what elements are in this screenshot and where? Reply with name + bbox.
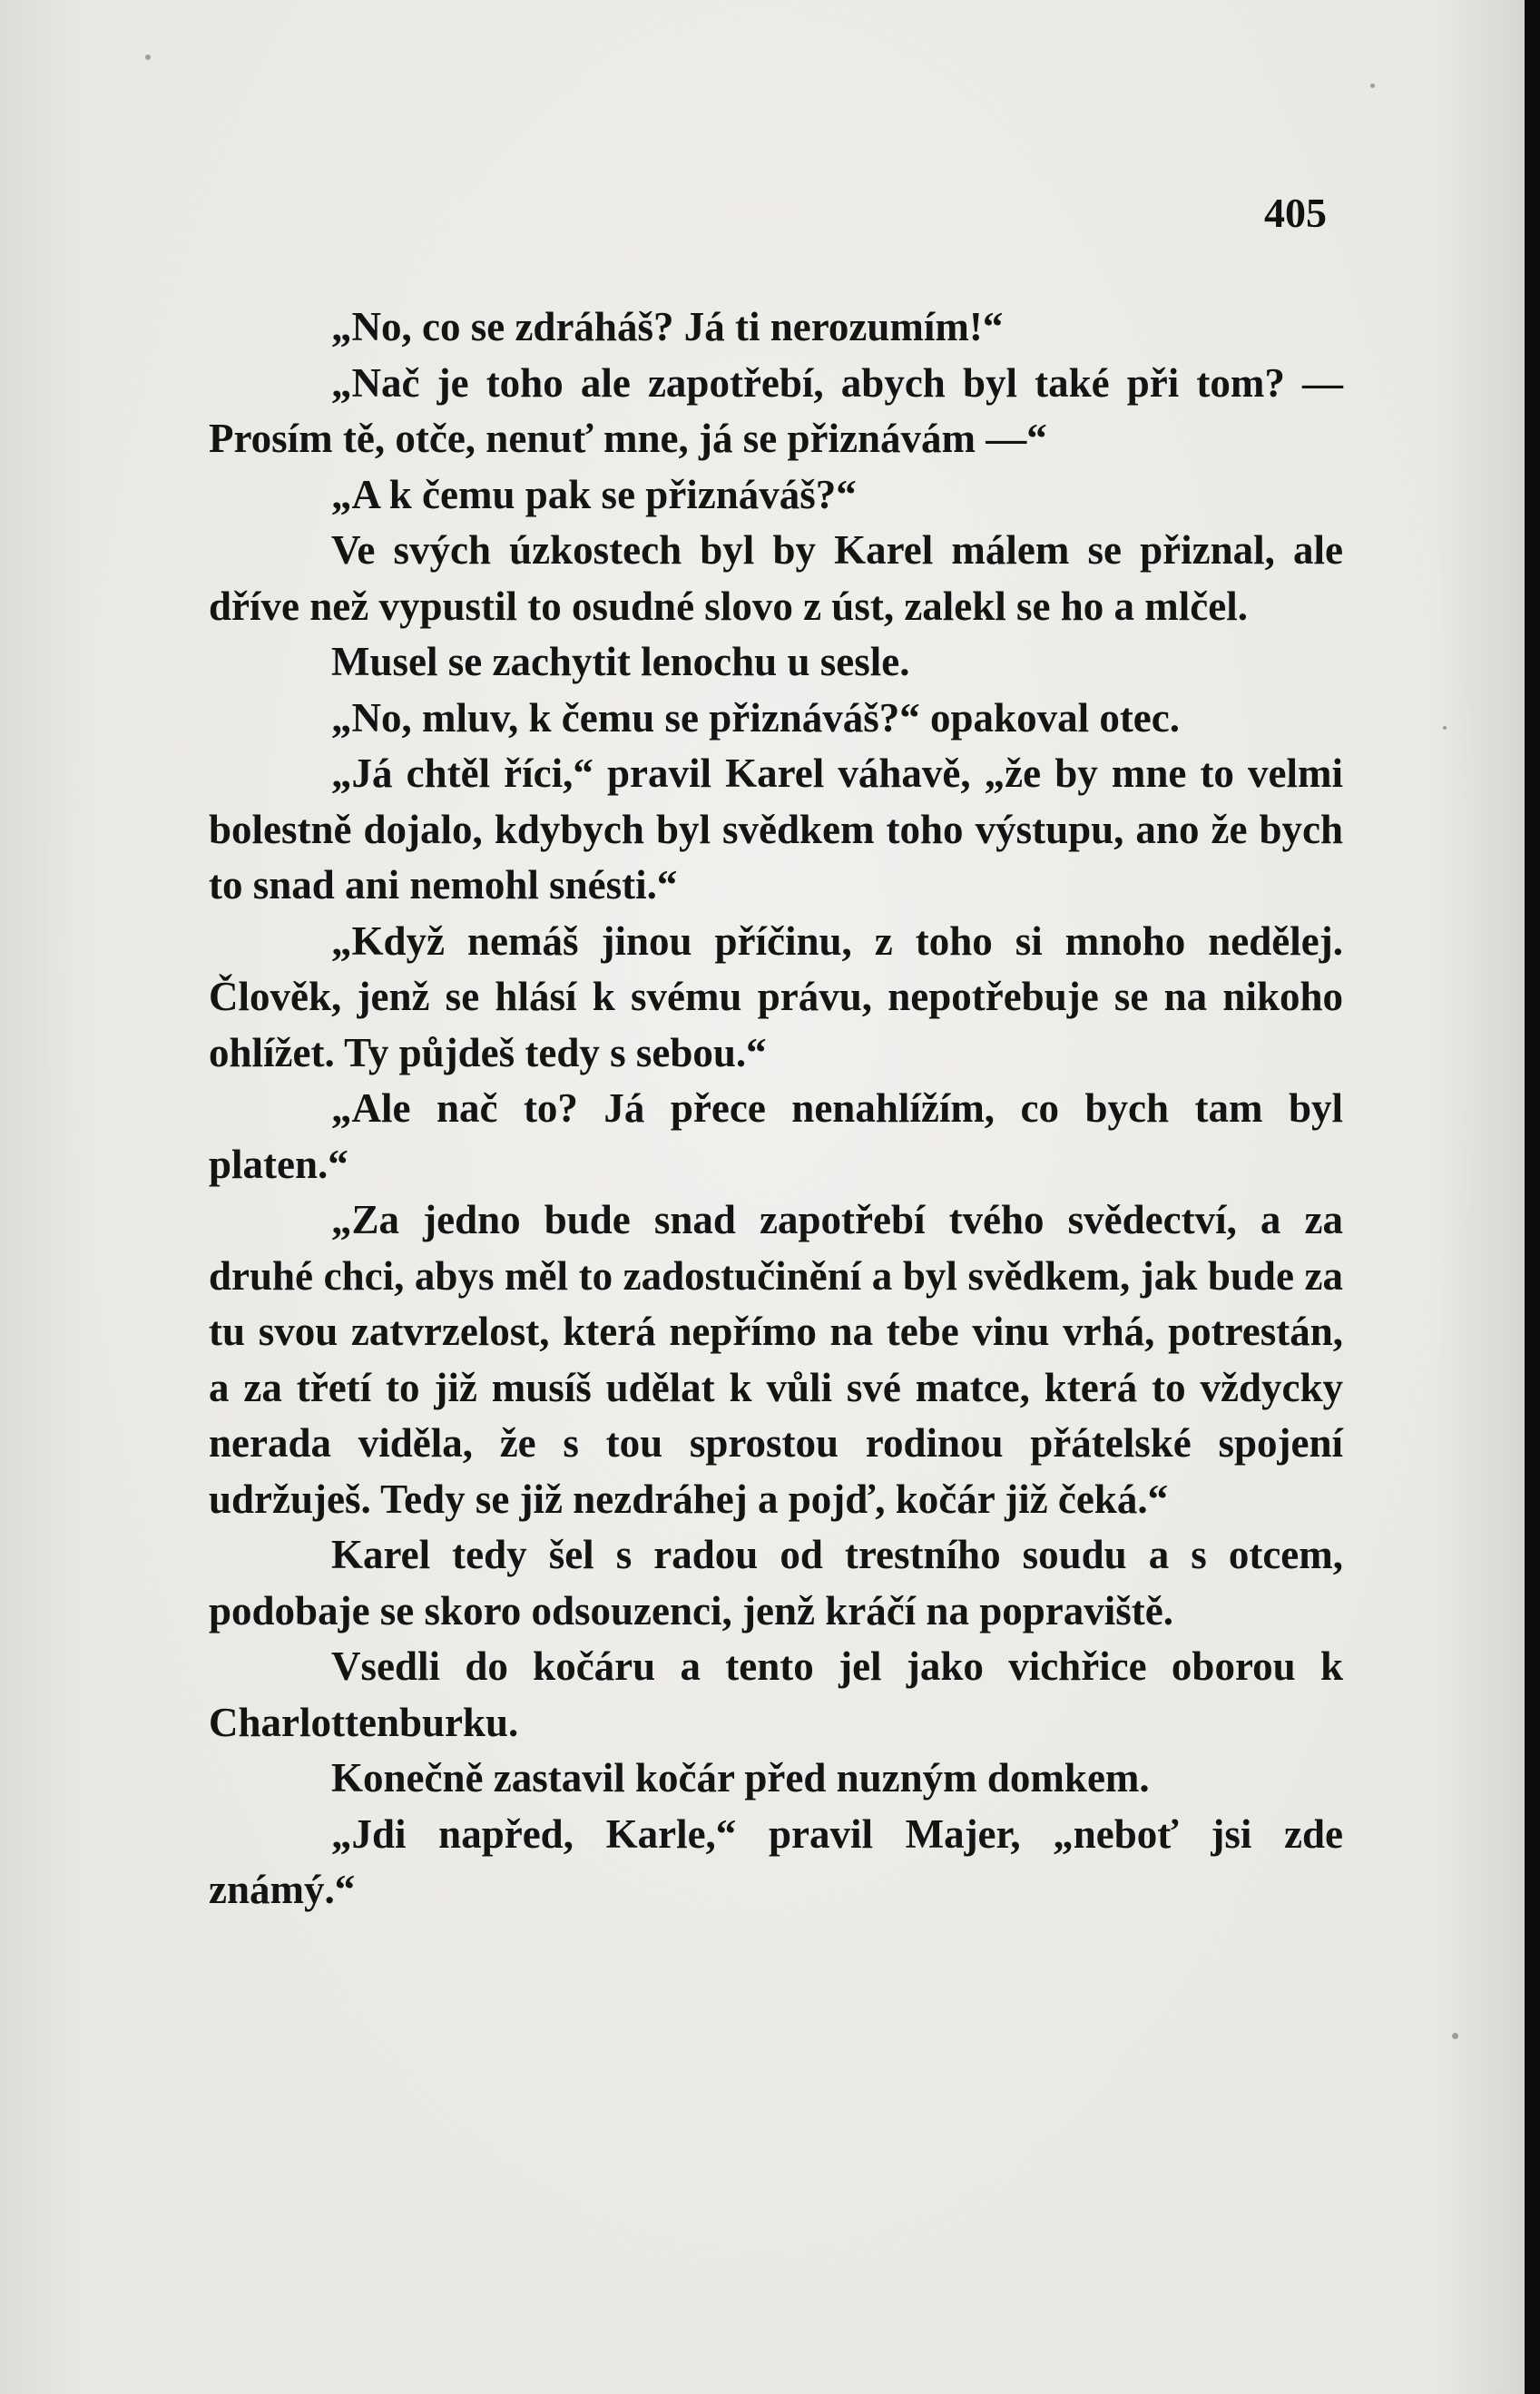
page-number: 405 (1264, 190, 1327, 236)
paper-speck (145, 54, 151, 60)
paragraph: „Ale nač to? Já přece nenahlížím, co bych tam byl platen.“ (209, 1085, 1343, 1187)
paragraph: „Já chtěl říci,“ pravil Karel váhavě, „že by mne to velmi bolestně dojalo, kdybych byl svědkem toho výstupu, ano že bych to snad ani nemohl snésti.“ (209, 751, 1343, 908)
scan-edge (1525, 0, 1540, 2394)
paragraph: „No, co se zdráháš? Já ti nerozumím!“ (331, 304, 1004, 349)
paper-speck (1370, 83, 1375, 88)
body-text (209, 299, 1343, 1918)
paragraph: „A k čemu pak se přiznáváš?“ (331, 471, 857, 517)
paragraph: „Za jedno bude snad zapotřebí tvého svědectví, a za druhé chci, abys měl to zadostučinění a byl svědkem, jak bude za tu svou zatvrzelost, která nepřímo na tebe vinu vrhá, potrestán, a za třetí to již musíš udělat k vůli své matce, která to vždycky nerada viděla, že s tou sprostou rodinou přátelské spojení udržuješ. Tedy se již nezdráhej a pojď, kočár již čeká.“ (209, 1197, 1343, 1522)
paper-speck (1443, 726, 1447, 730)
paragraph: „Nač je toho ale zapotřebí, abych byl také při tom? — Prosím tě, otče, nenuť mne, já se přiznávám —“ (209, 359, 1343, 461)
paragraph: Ve svých úzkostech byl by Karel málem se přiznal, ale dříve než vypustil to osudné slovo z úst, zalekl se ho a mlčel. (209, 527, 1343, 629)
paragraph: „No, mluv, k čemu se přiznáváš?“ opakoval otec. (331, 694, 1181, 741)
paragraph: „Jdi napřed, Karle,“ pravil Majer, „neboť jsi zde známý.“ (209, 1810, 1343, 1912)
paragraph: Karel tedy šel s radou od trestního soudu a s otcem, podobaje se skoro odsouzenci, jenž kráčí na popraviště. (209, 1532, 1343, 1634)
paragraph: Musel se zachytit lenochu u sesle. (331, 639, 910, 684)
paragraph: Vsedli do kočáru a tento jel jako vichřice oborou k Charlottenburku. (209, 1643, 1343, 1745)
paragraph: „Když nemáš jinou příčinu, z toho si mnoho nedělej. Člověk, jenž se hlásí k svému právu, nepotřebuje se na nikoho ohlížet. Ty půjdeš tedy s sebou.“ (209, 917, 1343, 1075)
paper-speck (1452, 2033, 1458, 2039)
paragraph: Konečně zastavil kočár před nuzným domkem. (331, 1755, 1150, 1800)
